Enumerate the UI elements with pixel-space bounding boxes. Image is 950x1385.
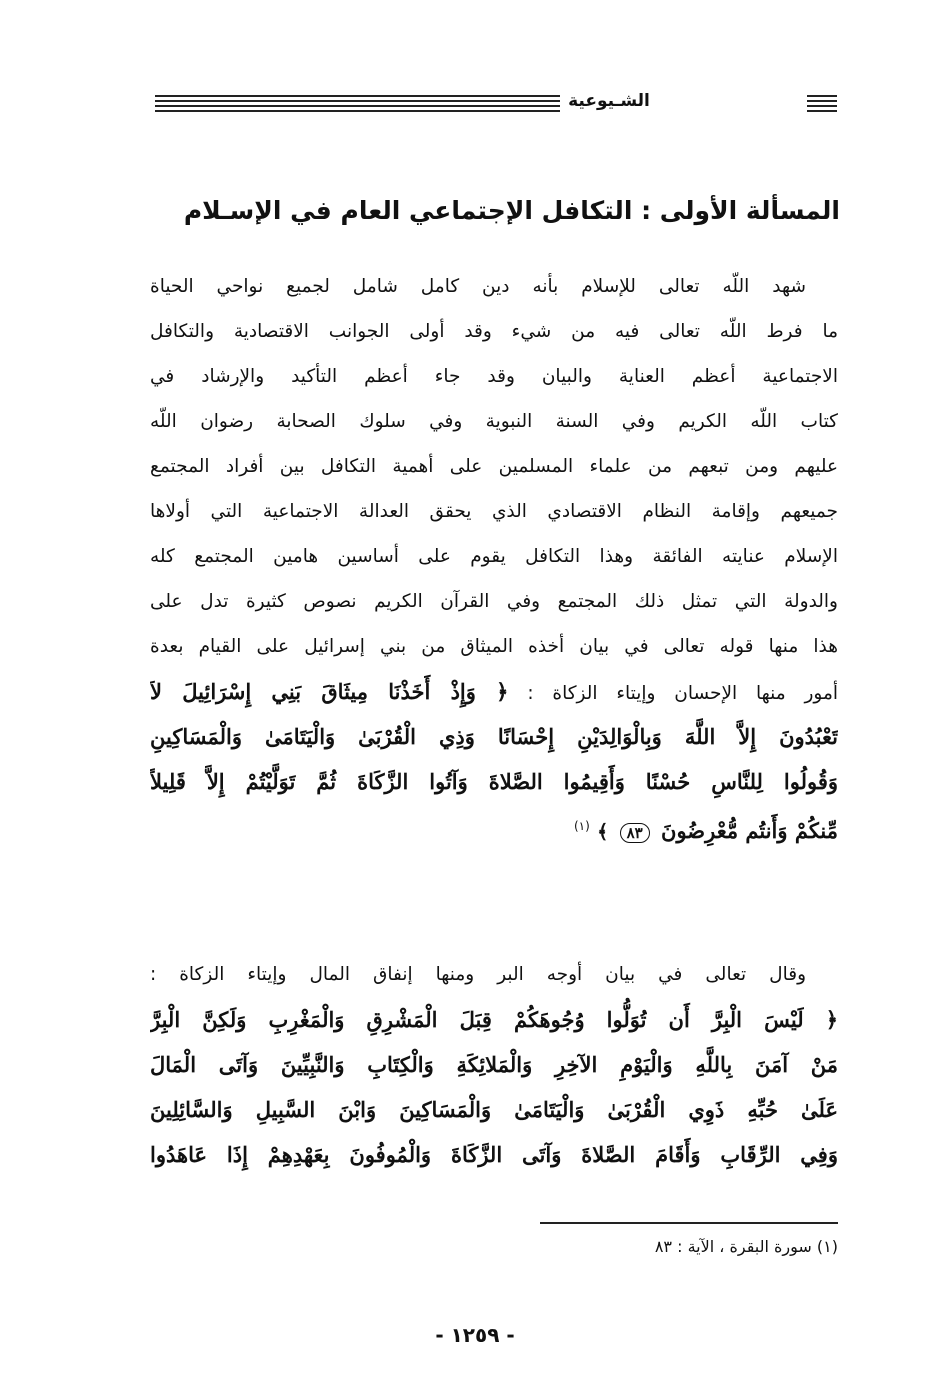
text-line: الإسلام عنايته الفائقة وهذا التكافل يقوم على أساسين هامين المجتمع كله (150, 546, 838, 567)
ayah-number-marker: ٨٣ (620, 823, 650, 843)
footnote-ref: (١) (573, 819, 590, 833)
text-line: جميعهم وإقامة النظام الاقتصادي الذي يحقق العدالة الاجتماعية التي أولاها (150, 501, 838, 522)
mixed-line (150, 669, 838, 714)
header-rule-left (155, 95, 560, 115)
quran-line-end (150, 804, 838, 849)
quran-line: تَعْبُدُونَ إِلاَّ اللَّهَ وَبِالْوَالِدَيْنِ إِحْسَانًا وَذِي الْقُرْبَىٰ وَالْيَتَامَىٰ وَالْمَسَاكِينِ (150, 724, 838, 749)
section-heading: المسألة الأولى : التكافل الإجتماعي العام في الإسـلام (183, 196, 840, 225)
paragraph-2 (150, 952, 838, 1177)
quran-fragment: ﴿ وَإِذْ أَخَذْنَا مِيثَاقَ بَنِي إِسْرَائِيلَ لاَ (150, 679, 509, 704)
running-header (155, 92, 837, 116)
header-title: الشـيوعية (568, 91, 650, 111)
text-line: والدولة التي تمثل ذلك المجتمع وفي القرآن الكريم نصوص كثيرة تدل على (150, 591, 838, 612)
text-line: كتاب اللّه الكريم وفي السنة النبوية وفي سلوك الصحابة رضوان اللّه (150, 411, 838, 432)
text-fragment: أمور منها الإحسان وإيتاء الزكاة : (527, 683, 838, 704)
paragraph-1 (150, 264, 838, 849)
quran-line: مَنْ آمَنَ بِاللَّهِ وَالْيَوْمِ الآخِرِ وَالْمَلائِكَةِ وَالْكِتَابِ وَالنَّبِيِّينَ وَآتَى الْمَالَ (150, 1052, 838, 1077)
close-bracket: ﴾ (597, 821, 609, 843)
footnote-rule (540, 1222, 838, 1224)
quran-line: وَفِي الرِّقَابِ وَأَقَامَ الصَّلاةَ وَآتَى الزَّكَاةَ وَالْمُوفُونَ بِعَهْدِهِمْ إِذَا عَاهَدُوا (150, 1142, 838, 1167)
footnote: (١) سورة البقرة ، الآية : ٨٣ (654, 1237, 838, 1256)
page-number: - ١٢٥٩ - (435, 1323, 515, 1347)
text-line: هذا منها قوله تعالى في بيان أخذه الميثاق من بني إسرائيل على القيام بعدة (150, 636, 838, 657)
quran-line: وَقُولُوا لِلنَّاسِ حُسْنًا وَأَقِيمُوا الصَّلاةَ وَآتُوا الزَّكَاةَ ثُمَّ تَوَلَّيْتُمْ إِلاَّ قَلِيلاً (150, 769, 838, 794)
text-line: شهد اللّه تعالى للإسلام بأنه دين كامل شامل لجميع نواحي الحياة (150, 276, 806, 297)
quran-line: ﴿ لَيْسَ الْبِرَّ أَن تُوَلُّوا وُجُوهَكُمْ قِبَلَ الْمَشْرِقِ وَالْمَغْرِبِ وَلَكِنَّ الْبِرَّ (150, 1007, 838, 1032)
header-rule-right (807, 95, 837, 115)
text-line: عليهم ومن تبعهم من علماء المسلمين على أهمية التكافل بين أفراد المجتمع (150, 456, 838, 477)
text-line: الاجتماعية أعظم العناية والبيان وقد جاء أعظم التأكيد والإرشاد في (150, 366, 838, 387)
text-line: ما فرط اللّه تعالى فيه من شيء وقد أولى الجوانب الاقتصادية والتكافل (150, 321, 838, 342)
text-line: وقال تعالى في بيان أوجه البر ومنها إنفاق المال وإيتاء الزكاة : (150, 964, 806, 985)
quran-line: عَلَىٰ حُبِّهِ ذَوِي الْقُرْبَىٰ وَالْيَتَامَىٰ وَالْمَسَاكِينَ وَابْنَ السَّبِيلِ وَالسَّائِلِينَ (150, 1097, 838, 1122)
quran-fragment: مِّنكُمْ وَأَنتُم مُّعْرِضُونَ (661, 818, 838, 843)
